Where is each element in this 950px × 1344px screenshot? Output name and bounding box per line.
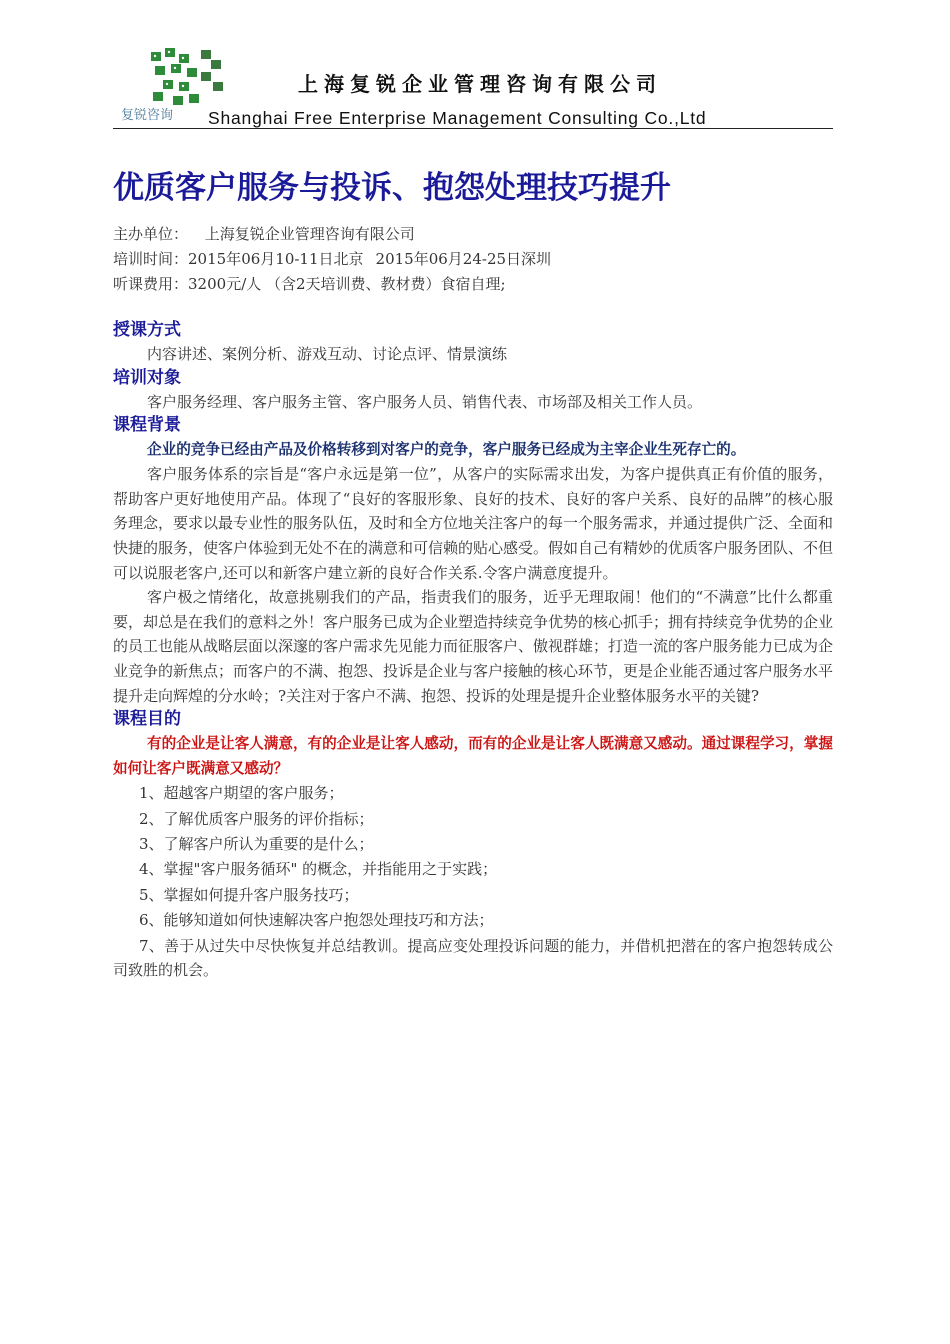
- background-highlight: 企业的竞争已经由产品及价格转移到对客户的竞争，客户服务已经成为主宰企业生死存亡的。: [147, 441, 746, 459]
- goal-item-5: 5、掌握如何提升客户服务技巧；: [139, 885, 359, 904]
- section-goals-title: 课程目的: [113, 709, 181, 730]
- header-divider: [113, 128, 833, 129]
- section-method-text: 内容讲述、案例分析、游戏互动、讨论点评、情景演练: [147, 345, 508, 363]
- goal-item-6: 6、能够知道如何快速解决客户抱怨处理技巧和方法；: [139, 911, 494, 930]
- training-time-shenzhen: 2015年06月24-25日深圳: [375, 250, 552, 268]
- training-time-beijing: 2015年06月10-11日北京: [188, 250, 364, 268]
- organizer-value: 上海复锐企业管理咨询有限公司: [204, 225, 415, 243]
- goal-item-7: 7、善于从过失中尽快恢复并总结教训。提高应变处理投诉问题的能力，并借机把潜在的客户抱怨转成公司致胜的机会。: [113, 936, 833, 980]
- section-audience-text: 客户服务经理、客户服务主管、客户服务人员、销售代表、市场部及相关工作人员。: [147, 392, 703, 411]
- goal-item-4: 4、掌握"客户服务循环" 的概念，并指能用之于实践；: [139, 860, 498, 879]
- logo-text: 复锐咨询: [121, 108, 174, 123]
- organizer-line: [113, 222, 833, 247]
- goal-item-1: 1、超越客户期望的客户服务；: [139, 784, 344, 803]
- goal-item-3: 3、了解客户所认为重要的是什么；: [139, 834, 374, 853]
- goals-highlight: 有的企业是让客人满意，有的企业是让客人感动，而有的企业是让客人既满意又感动。通过课程学习，掌握如何让客户既满意又感动？: [113, 735, 833, 778]
- organizer-label: 主办单位：: [113, 225, 189, 243]
- training-time-label: 培训时间：: [113, 250, 189, 268]
- company-name-cn: 上海复锐企业管理咨询有限公司: [298, 72, 662, 96]
- background-paragraph-1: 客户服务体系的宗旨是“客户永远是第一位”，从客户的实际需求出发，为客户提供真正有价值的服务，帮助客户更好地使用产品。体现了“良好的客服形象、良好的技术、良好的客户关系、良好的品牌”的核心服务理念，要求以最专业性的服务队伍，及时和全方位地关注客户的每一个服务需求，并通过提供广泛、全面和快捷的服务，使客户体验到无处不在的满意和可信赖的贴心感受。假如自己有精妙的优质客户服务团队、不但可以说服老客户,还可以和新客户建立新的良好合作关系.令客户满意度提升。: [113, 465, 834, 582]
- background-paragraph-2: 客户极之情绪化，故意挑剔我们的产品，指责我们的服务，近乎无理取闹！他们的“不满意”比什么都重要，却总是在我们的意料之外！客户服务已成为企业塑造持续竞争优势的核心抓手；拥有持续竞争优势的企业的员工也能从战略层面以深邃的客户需求先见能力而征服客户、傲视群雄；打造一流的客户服务能力已成为企业竞争的新焦点；而客户的不满、抱怨、投诉是企业与客户接触的核心环节，更是企业能否通过客户服务水平提升走向辉煌的分水岭；?关注对于客户不满、抱怨、投诉的处理是提升企业整体服务水平的关键?: [113, 588, 834, 705]
- fee-label: 听课费用：: [113, 275, 189, 293]
- document-header: [113, 40, 833, 132]
- company-name-en: Shanghai Free Enterprise Management Consulting Co.,Ltd: [208, 108, 707, 128]
- section-method-title: 授课方式: [113, 320, 181, 340]
- section-audience-title: 培训对象: [113, 367, 181, 388]
- section-background-title: 课程背景: [113, 415, 181, 436]
- spacer: [113, 297, 833, 319]
- page-title: 优质客户服务与投诉、抱怨处理技巧提升: [113, 170, 671, 206]
- training-time-line: [113, 247, 833, 272]
- document-body: [113, 162, 833, 983]
- goal-item-2: 2、了解优质客户服务的评价指标；: [139, 809, 374, 828]
- fee-line: [113, 272, 833, 297]
- fee-value: 3200元/人 （含2天培训费、教材费）食宿自理;: [188, 275, 506, 293]
